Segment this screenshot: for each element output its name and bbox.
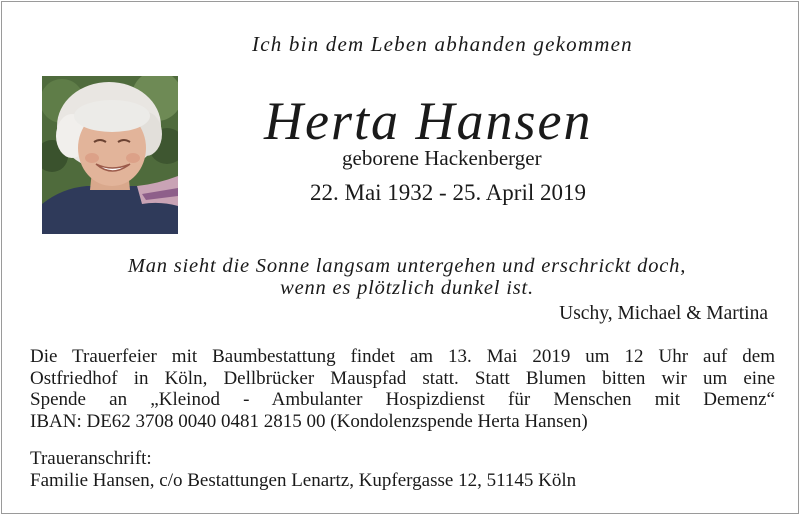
signers: Uschy, Michael & Martina (559, 303, 768, 324)
life-dates: 22. Mai 1932 - 25. April 2019 (310, 180, 586, 205)
ceremony-line: IBAN: DE62 3708 0040 0481 2815 00 (Kondolenzspende Herta Hansen) (30, 410, 588, 432)
address-label: Traueranschrift: (30, 448, 152, 469)
portrait-photo (42, 76, 178, 234)
obituary-card (1, 1, 799, 514)
ceremony-line: Die Trauerfeier mit Baumbestattung findet am 13. Mai 2019 um 12 Uhr auf dem (30, 346, 775, 367)
verse (42, 255, 772, 299)
deceased-name: Herta Hansen (264, 91, 593, 151)
motto: Ich bin dem Leben abhanden gekommen (252, 32, 633, 56)
address-line: Familie Hansen, c/o Bestattungen Lenartz, Kupfergasse 12, 51145 Köln (30, 469, 577, 491)
ceremony-notice (30, 346, 775, 432)
verse-line: Man sieht die Sonne langsam untergehen und erschrickt doch, (127, 255, 687, 277)
maiden-name: geborene Hackenberger (342, 146, 542, 170)
ceremony-line: Spende an „Kleinod - Ambulanter Hospizdienst für Menschen mit Demenz“ (30, 389, 775, 410)
mourning-address (30, 448, 576, 491)
verse-line: wenn es plötzlich dunkel ist. (280, 277, 534, 299)
ceremony-line: Ostfriedhof in Köln, Dellbrücker Mauspfad statt. Statt Blumen bitten wir um eine (30, 367, 775, 389)
